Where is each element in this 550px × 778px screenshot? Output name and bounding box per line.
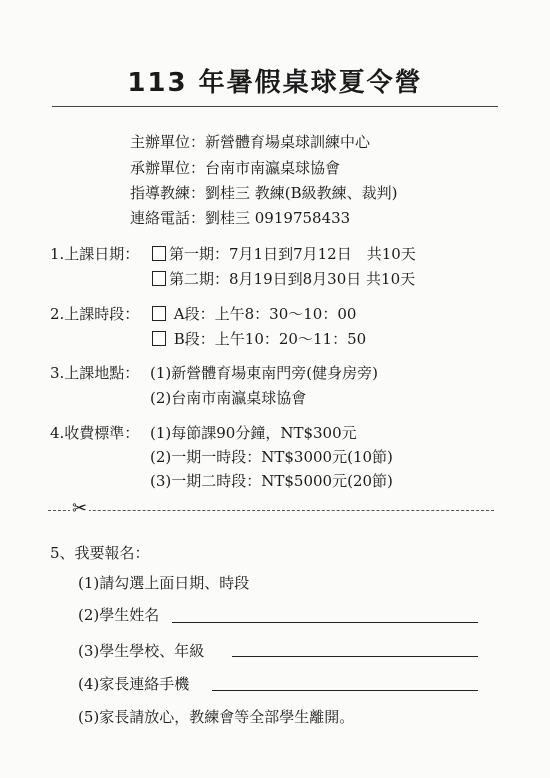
signup-heading: 5、我要報名： <box>50 544 150 562</box>
period2-text: 第二期：8月19日到8月30日 共10天 <box>169 270 416 288</box>
organizer-line: 主辦單位：新營體育場桌球訓練中心 <box>130 133 371 151</box>
period1-text: 第一期：7月1日到7月12日 共10天 <box>169 245 416 263</box>
time-a-checkbox[interactable] <box>152 306 166 321</box>
coach-line: 指導教練：劉桂三 教練(B級教練、裁判) <box>130 184 398 202</box>
time-a-option[interactable] <box>152 303 356 324</box>
parent-phone-label: (4)家長連絡手機 <box>78 675 190 693</box>
student-name-field[interactable] <box>172 622 478 623</box>
title-divider <box>52 106 498 107</box>
page-title: 113 年暑假桌球夏令營 <box>127 68 423 98</box>
time-a-text: A段：上午8：30～10：00 <box>173 305 357 323</box>
student-name-label: (2)學生姓名 <box>78 606 160 624</box>
signup-step-1: (1)請勾選上面日期、時段 <box>78 574 250 592</box>
scissors-icon: ✂ <box>72 498 88 519</box>
dates-label: 1.上課日期： <box>50 245 140 263</box>
fee-item-1: (1)每節課90分鐘，NT$300元 <box>150 424 357 442</box>
fees-label: 4.收費標準： <box>50 424 140 442</box>
times-label: 2.上課時段： <box>50 305 140 323</box>
period2-option[interactable] <box>152 268 415 289</box>
location-label: 3.上課地點： <box>50 364 140 382</box>
fee-item-2: (2)一期一時段：NT$3000元(10節) <box>150 448 393 466</box>
period2-checkbox[interactable] <box>152 271 166 286</box>
school-grade-label: (3)學生學校、年級 <box>78 642 205 660</box>
period1-option[interactable] <box>152 243 416 264</box>
school-grade-field[interactable] <box>232 656 478 657</box>
fee-item-3: (3)一期二時段：NT$5000元(20節) <box>150 472 393 490</box>
period1-checkbox[interactable] <box>152 246 166 261</box>
time-b-checkbox[interactable] <box>152 331 166 346</box>
location-item-1: (1)新營體育場東南門旁(健身房旁) <box>150 364 378 382</box>
parent-phone-field[interactable] <box>212 690 478 691</box>
contact-line: 連絡電話：劉桂三 0919758433 <box>130 209 351 227</box>
co-organizer-line: 承辦單位：台南市南瀛桌球協會 <box>130 159 341 177</box>
location-item-2: (2)台南市南瀛桌球協會 <box>150 389 307 407</box>
time-b-text: B段：上午10：20～11：50 <box>173 330 367 348</box>
time-b-option[interactable] <box>152 328 366 349</box>
cut-line <box>48 510 494 511</box>
signup-note: (5)家長請放心，教練會等全部學生離開。 <box>78 708 355 726</box>
